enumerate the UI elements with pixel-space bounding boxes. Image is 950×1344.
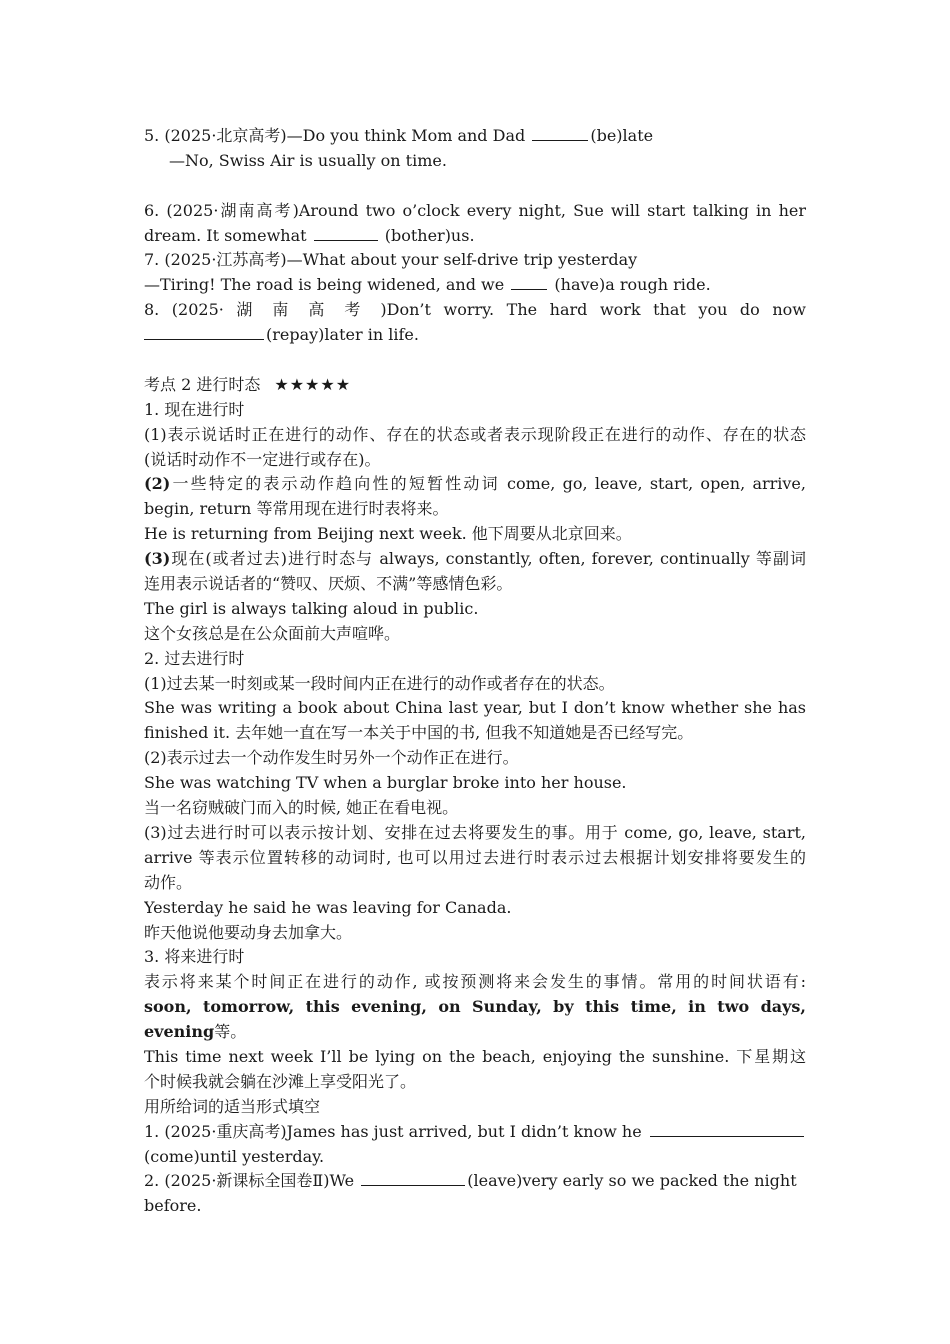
bold-term: evening [144,1022,215,1042]
example-1: He is returning from Beijing next week. 他下周要从北京回来。 [144,524,632,544]
rule-2-line-1 [144,472,806,497]
answer-blank[interactable] [144,325,264,340]
exercise-8-hint: (repay)later in life. [266,325,419,345]
example-3-line-2: finished it. 去年她一直在写一本关于中国的书, 但我不知道她是否已经写完。 [144,723,694,743]
exercise-b1-line-1 [144,1120,806,1145]
exercise-b2-line-1 [144,1169,806,1194]
exercise-6-line-2 [144,224,806,249]
section-heading [144,373,806,398]
past-rule-3-line-1: (3)过去进行时可以表示按计划、安排在过去将要发生的事。用于 come, go, leave, start, [144,822,806,842]
rule-text: 一些特定的表示动作趋向性的短暂性动词 come, go, leave, start, open, arrive, [170,474,806,494]
exercise-7-line-2 [144,273,806,298]
exercise-5-reply: —No, Swiss Air is usually on time. [169,150,447,170]
exercise-7-text: —Tiring! The road is being widened, and we [144,275,505,295]
subheading-past-progressive: 2. 过去进行时 [144,648,245,668]
exercise-8-line-1: 8. (2025· 湖 南 高 考 )Don’t worry. The hard work that you do now [144,300,806,320]
example-6-line-2: 个时候我就会躺在沙滩上享受阳光了。 [144,1071,417,1091]
exercise-instruction: 用所给词的适当形式填空 [144,1096,321,1116]
example-4-zh: 当一名窃贼破门而入的时候, 她正在看电视。 [144,798,459,818]
answer-blank[interactable] [650,1122,804,1137]
exercise-5-hint: (be)late [590,126,654,145]
rule-number: (3) [144,549,171,569]
exercise-7-hint: (have)a rough ride. [554,275,711,295]
past-rule-2: (2)表示过去一个动作发生时另外一个动作正在进行。 [144,748,519,768]
example-4-en: She was watching TV when a burglar broke into her house. [144,773,627,793]
example-5-zh: 昨天他说他要动身去加拿大。 [144,922,353,942]
rule-3-line-2: 连用表示说话者的“赞叹、厌烦、不满”等感情色彩。 [144,574,513,594]
exercise-6-text: dream. It somewhat [144,225,307,245]
answer-blank[interactable] [361,1171,465,1186]
document-page [144,124,806,1219]
subheading-present-progressive: 1. 现在进行时 [144,399,245,419]
past-rule-3-line-3: 动作。 [144,872,193,892]
exercise-8-line-2 [144,323,806,348]
star-rating: ★★★★★ [274,374,352,394]
past-rule-3-line-2: arrive 等表示位置转移的动词时, 也可以用过去进行时表示过去根据计划安排将要发生的 [144,847,806,867]
example-2-en: The girl is always talking aloud in public. [144,598,479,618]
exercise-b1-line-2: (come)until yesterday. [144,1146,325,1166]
rule-text: 等。 [214,1022,247,1042]
exercise-5 [144,124,806,149]
exercise-b1-text: 1. (2025·重庆高考)James has just arrived, but I didn’t know he [144,1121,642,1141]
example-2-zh: 这个女孩总是在公众面前大声喧哗。 [144,623,401,643]
example-3-line-1: She was writing a book about China last year, but I don’t know whether she has [144,698,806,718]
rule-2-line-2: begin, return 等常用现在进行时表将来。 [144,499,449,519]
exercise-6-hint: (bother)us. [384,225,475,245]
future-rule-line-1: 表示将来某个时间正在进行的动作, 或按预测将来会发生的事情。常用的时间状语有: [144,972,806,992]
rule-1-line-1: (1)表示说话时正在进行的动作、存在的状态或者表示现阶段正在进行的动作、存在的状态 [144,424,806,444]
answer-blank[interactable] [314,226,378,241]
rule-1-line-2: (说话时动作不一定进行或存在)。 [144,449,381,469]
subheading-future-progressive: 3. 将来进行时 [144,947,245,967]
section-title: 考点 2 进行时态 [144,374,261,394]
future-rule-line-2: soon, tomorrow, this evening, on Sunday, by this time, in two days, [144,997,806,1017]
future-rule-line-3 [144,1020,806,1045]
example-6-line-1: This time next week I’ll be lying on the beach, enjoying the sunshine. 下星期这 [144,1046,806,1066]
exercise-b2-line-2: before. [144,1196,202,1216]
exercise-b2-text: 2. (2025·新课标全国卷Ⅱ)We [144,1171,355,1191]
answer-blank[interactable] [532,126,588,141]
answer-blank[interactable] [511,275,547,290]
rule-number: (2) [144,474,171,494]
exercise-5-text: 5. (2025·北京高考)—Do you think Mom and Dad [144,126,526,145]
example-5-en: Yesterday he said he was leaving for Canada. [144,897,512,917]
exercise-7-line-1: 7. (2025·江苏高考)—What about your self-drive trip yesterday [144,250,638,270]
rule-3-line-1 [144,547,806,572]
rule-text: 现在(或者过去)进行时态与 always, constantly, often, forever, continually 等副词 [170,549,806,569]
exercise-6-line-1: 6. (2025·湖南高考)Around two o’clock every night, Sue will start talking in her [144,200,806,220]
past-rule-1: (1)过去某一时刻或某一段时间内正在进行的动作或者存在的状态。 [144,673,615,693]
exercise-b2-hint: (leave)very early so we packed the night [467,1171,797,1191]
